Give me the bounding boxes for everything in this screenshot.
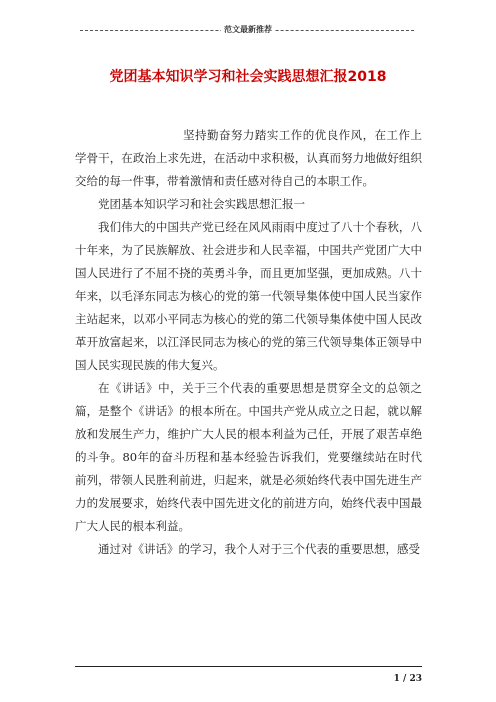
- section-heading: 党团基本知识学习和社会实践思想汇报一: [98, 197, 305, 211]
- document-body: [75, 124, 422, 561]
- paragraph: 通过对《讲话》的学习，我个人对于三个代表的重要思想，感受: [98, 542, 420, 556]
- paragraph: 我们伟大的中国共产党已经在风风雨雨中度过了八十个春秋，八十年来，为了民族解放、社会进步和人民幸福，中国共产党团广大中国人民进行了不屈不挠的英勇斗争，而且更加坚强，更加成熟。八十年来，以毛泽东同志为核心的党的第一代领导集体使中国人民当家作主站起来，以邓小平同志为核心的党的第二代领导集体使中国人民改革开放富起来，以江泽民同志为核心的党的第三代领导集体正领导中国人民实现民族的伟大复兴。: [75, 220, 422, 372]
- paragraph: 在《讲话》中，关于三个代表的重要思想是贯穿全文的总领之篇，是整个《讲话》的根本所在。中国共产党从成立之日起，就以解放和发展生产力，维护广大人民的根本利益为己任，开展了艰苦卓绝的斗争。80年的奋斗历程和基本经验告诉我们，党要继续站在时代前列，带领人民胜利前进，归起来，就是必须始终代表中国先进生产力的发展要求，始终代表中国先进文化的前进方向，始终代表中国最广大人民的根本利益。: [75, 381, 422, 533]
- paragraph-intro: 坚持勤奋努力踏实工作的优良作风，在工作上学骨干，在政治上求先进，在活动中求积极，认真而努力地做好组织交给的每一件事，带着激情和责任感对待自己的本职工作。: [75, 128, 422, 188]
- footer-divider: [75, 666, 422, 667]
- header-label: 范文最新推荐: [221, 24, 275, 35]
- page-number: 1 / 23: [393, 674, 422, 684]
- document-title: 党团基本知识学习和社会实践思想汇报2018: [109, 69, 387, 85]
